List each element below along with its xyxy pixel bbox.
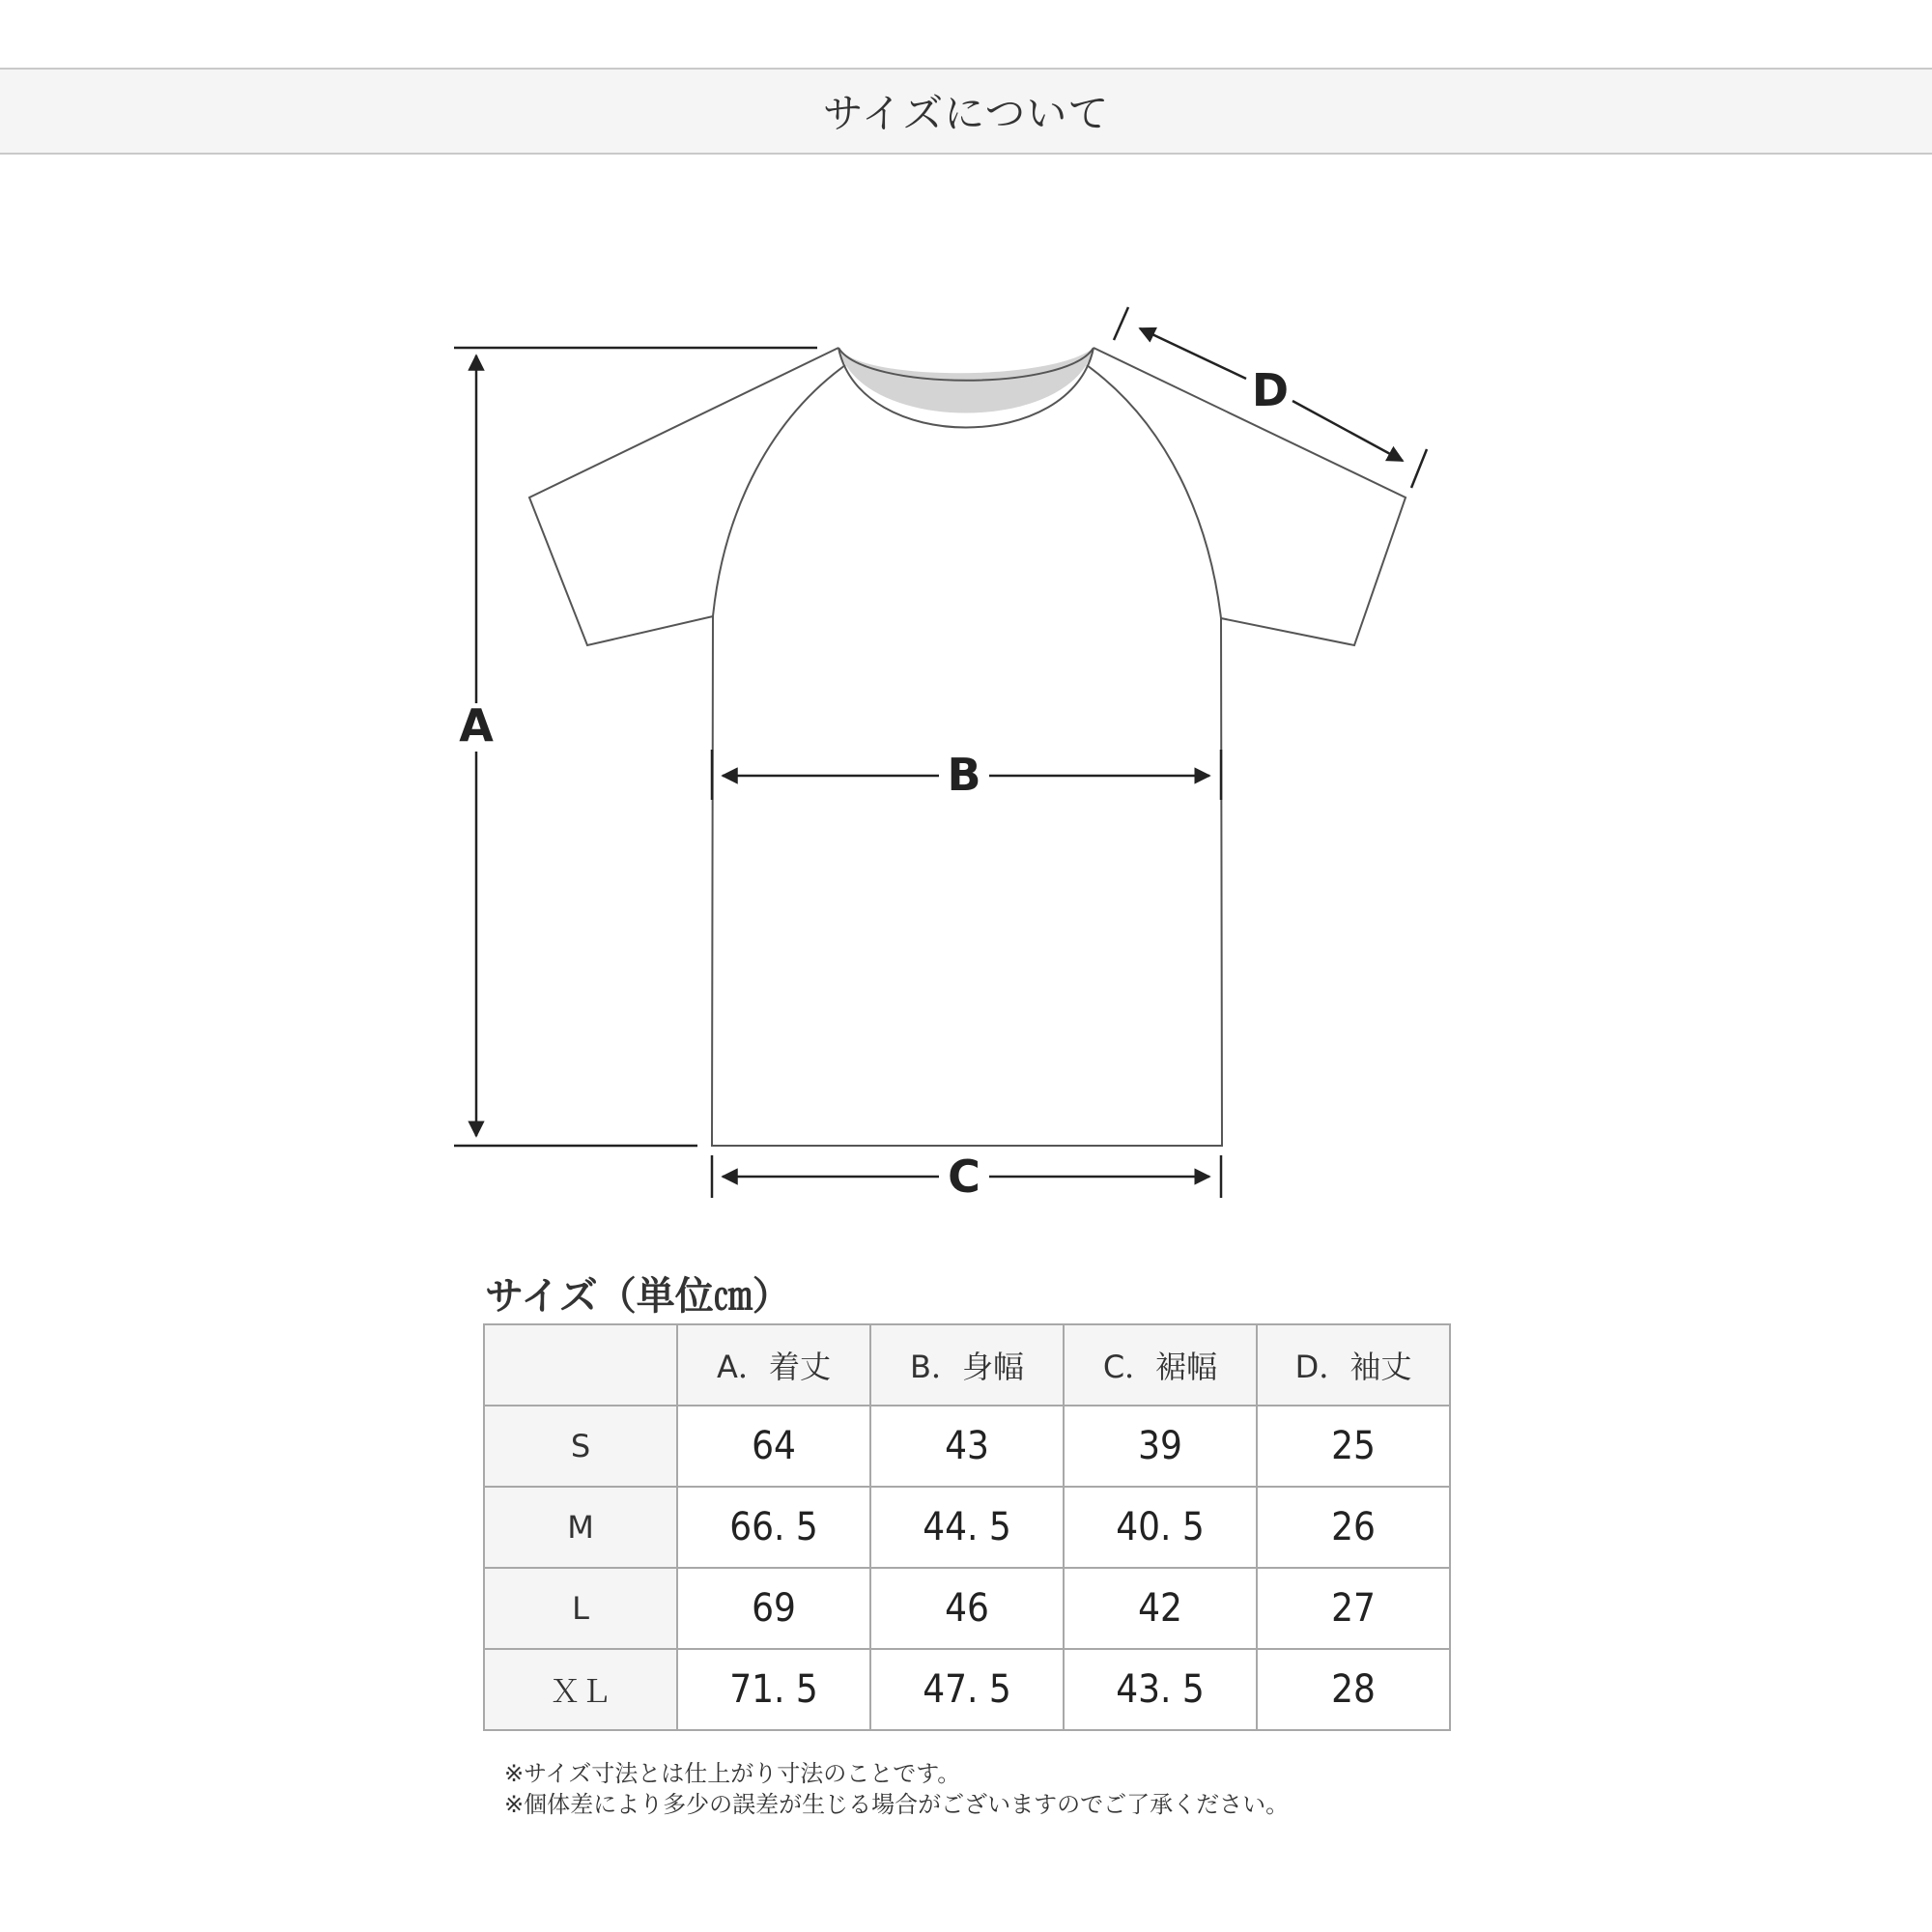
- table-cell: 25: [1257, 1406, 1450, 1487]
- table-cell: 39: [1064, 1406, 1257, 1487]
- table-cell: 27: [1257, 1568, 1450, 1649]
- label-a: A: [459, 699, 494, 752]
- row-header-size: M: [484, 1487, 677, 1568]
- table-cell: 26: [1257, 1487, 1450, 1568]
- right-raglan-seam: [1087, 365, 1221, 618]
- table-corner-cell: [484, 1324, 677, 1406]
- d-top-tick: [1114, 307, 1128, 340]
- row-header-size: S: [484, 1406, 677, 1487]
- column-header-d: D．袖丈: [1257, 1324, 1450, 1406]
- table-cell: 44. 5: [870, 1487, 1064, 1568]
- table-cell: 47. 5: [870, 1649, 1064, 1730]
- notes: [504, 1758, 1289, 1820]
- label-d: D: [1251, 364, 1290, 416]
- table-cell: 40. 5: [1064, 1487, 1257, 1568]
- d-bottom-tick: [1411, 449, 1427, 488]
- table-cell: 64: [677, 1406, 870, 1487]
- table-cell: 28: [1257, 1649, 1450, 1730]
- table-row: [484, 1649, 1450, 1730]
- table-row: [484, 1406, 1450, 1487]
- table-row: [484, 1487, 1450, 1568]
- body-outline: [529, 348, 1406, 1146]
- note-line: ※サイズ寸法とは仕上がり寸法のことです。: [504, 1760, 961, 1787]
- dimension-a: [454, 348, 817, 1146]
- table-cell: 42: [1064, 1568, 1257, 1649]
- d-arrow-upper: [1140, 328, 1246, 379]
- column-header-b: B．身幅: [870, 1324, 1064, 1406]
- left-raglan-seam: [713, 365, 845, 616]
- table-cell: 43. 5: [1064, 1649, 1257, 1730]
- page-title: サイズについて: [822, 90, 1110, 137]
- column-header-a: A．着丈: [677, 1324, 870, 1406]
- row-header-size: ＸＬ: [484, 1649, 677, 1730]
- label-b: B: [947, 749, 981, 801]
- size-table: [483, 1323, 1451, 1731]
- table-cell: 71. 5: [677, 1649, 870, 1730]
- table-cell: 46: [870, 1568, 1064, 1649]
- table-header-row: [484, 1324, 1450, 1406]
- size-table-title: サイズ（単位㎝）: [485, 1274, 791, 1319]
- table-cell: 66. 5: [677, 1487, 870, 1568]
- label-c: C: [948, 1151, 980, 1203]
- tshirt-outline: [529, 348, 1406, 1146]
- column-header-c: C．裾幅: [1064, 1324, 1257, 1406]
- table-cell: 69: [677, 1568, 870, 1649]
- table-cell: 43: [870, 1406, 1064, 1487]
- table-row: [484, 1568, 1450, 1649]
- row-header-size: L: [484, 1568, 677, 1649]
- note-line: ※個体差により多少の誤差が生じる場合がございますのでご了承ください。: [504, 1791, 1290, 1818]
